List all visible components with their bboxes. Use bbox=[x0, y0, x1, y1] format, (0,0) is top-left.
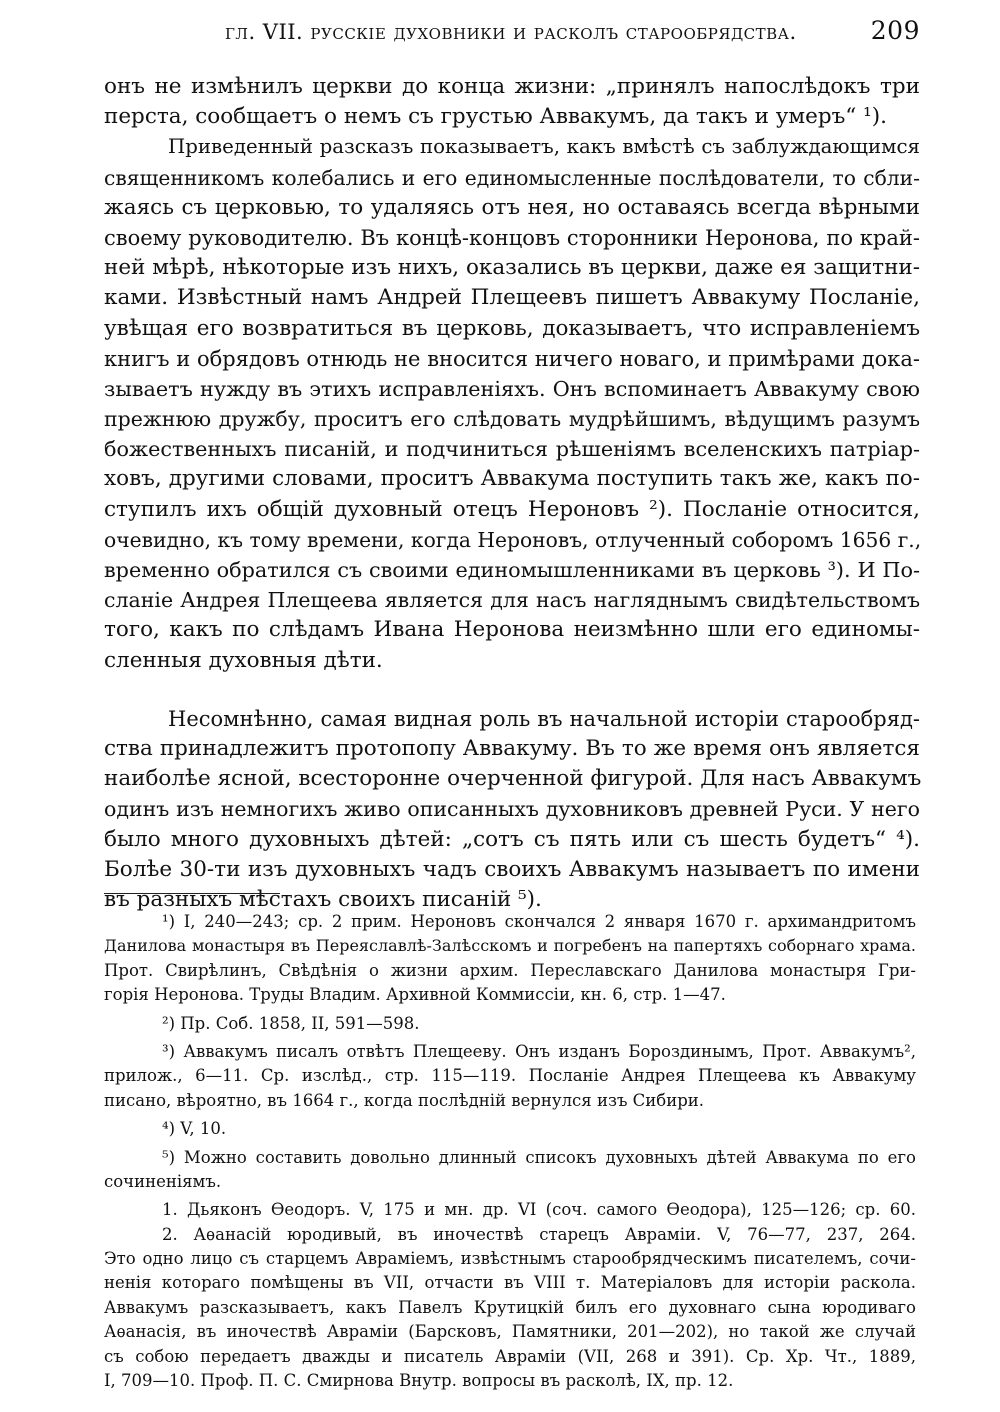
footnote-rule bbox=[104, 893, 280, 894]
text-line: ками. Извѣстный намъ Андрей Плещеевъ пишетъ Аввакуму Посланіе, bbox=[104, 285, 920, 311]
text-line: сленныя духовныя дѣти. bbox=[104, 647, 383, 673]
text-line: ства принадлежитъ протопопу Аввакуму. Въ то же время онъ является bbox=[104, 735, 920, 761]
text-line: перста, сообщаетъ о немъ съ грустью Аввакумъ, да такъ и умеръ“ ¹). bbox=[104, 104, 887, 130]
text-line: ховъ, другими словами, проситъ Аввакума поступить такъ же, какъ по- bbox=[104, 466, 920, 492]
text-line: ступилъ ихъ общій духовный отецъ Нероновъ ²). Посланіе относится, bbox=[104, 496, 920, 522]
text-line: очевидно, къ тому времени, когда Нероновъ, отлученный соборомъ 1656 г., bbox=[104, 527, 922, 552]
text-line: жаясь съ церковью, то удаляясь отъ нея, но оставаясь всегда вѣрными bbox=[104, 194, 920, 220]
footnote-line: сочиненіямъ. bbox=[104, 1171, 222, 1191]
footnotes bbox=[104, 910, 916, 1393]
text-line: книгъ и обрядовъ отнюдь не вносится ничего новаго, и примѣрами дока- bbox=[104, 346, 920, 371]
paragraph-gap bbox=[104, 676, 920, 704]
text-line: божественныхъ писаній, и подчиниться рѣшеніямъ вселенскихъ патріар- bbox=[104, 437, 920, 462]
main-text bbox=[104, 72, 920, 915]
footnote-line: 2. Аѳанасій юродивый, въ иночествѣ старецъ Авраміи. V, 76—77, 237, 264. bbox=[162, 1224, 916, 1244]
text-line: Болѣе 30-ти изъ духовныхъ чадъ своихъ Аввакумъ называетъ по имени bbox=[104, 856, 920, 882]
footnote-line: 1. Дьяконъ Ѳеодоръ. V, 175 и мн. др. VI (соч. самого Ѳеодора), 125—126; ср. 60. bbox=[162, 1200, 916, 1220]
footnote-line: ²) Пр. Соб. 1858, II, 591—598. bbox=[162, 1013, 420, 1033]
text-line: одинъ изъ немногихъ живо описанныхъ духовниковъ древней Руси. У него bbox=[104, 797, 920, 822]
text-line: того, какъ по слѣдамъ Ивана Неронова неизмѣнно шли его единомы- bbox=[104, 617, 920, 643]
text-line: онъ не измѣнилъ церкви до конца жизни: „принялъ напослѣдокъ три bbox=[104, 74, 920, 99]
footnote-line: Аѳанасія, въ иночествѣ Авраміи (Барсковъ, Памятники, 201—202), но такой же случай bbox=[104, 1322, 916, 1342]
text-line: въ разныхъ мѣстахъ своихъ писаній ⁵). bbox=[104, 886, 542, 912]
paragraph-1 bbox=[104, 72, 920, 676]
footnote-line: Данилова монастыря въ Переяславлѣ-Залѣсскомъ и погребенъ на папертяхъ соборнаго храма. bbox=[104, 936, 916, 956]
footnote-line: ⁵) Можно составить довольно длинный списокъ духовныхъ дѣтей Аввакума по его bbox=[162, 1147, 916, 1167]
text-line: наиболѣе ясной, всесторонне очерченной фигурой. Для насъ Аввакумъ bbox=[104, 766, 922, 792]
footnote-line: писано, вѣроятно, въ 1664 г., когда послѣдній вернулся изъ Сибири. bbox=[104, 1090, 705, 1110]
text-line: ней мѣрѣ, нѣкоторые изъ нихъ, оказались въ церкви, даже ея защитни- bbox=[104, 255, 920, 281]
footnote-line: съ собою передаетъ дважды и писатель Авраміи (VII, 268 и 391). Ср. Хр. Чт., 1889, bbox=[104, 1346, 916, 1366]
footnote-line: ⁴) V, 10. bbox=[162, 1119, 227, 1139]
text-line: увѣщая его возвратиться въ церковь, доказываетъ, что исправленіемъ bbox=[104, 315, 920, 341]
text-line: Приведенный разсказъ показываетъ, какъ вмѣстѣ съ заблуждающимся bbox=[168, 135, 920, 159]
paragraph-2 bbox=[104, 704, 920, 915]
text-line: своему руководителю. Въ концѣ-концовъ сторонники Неронова, по край- bbox=[104, 225, 920, 250]
footnote-line: Прот. Свирѣлинъ, Свѣдѣнія о жизни архим. Переславскаго Данилова монастыря Гри- bbox=[104, 960, 916, 980]
text-line: Несомнѣнно, самая видная роль въ начальной исторіи старообряд- bbox=[168, 706, 920, 731]
footnote-line: ¹) I, 240—243; ср. 2 прим. Нероновъ скончался 2 января 1670 г. архимандритомъ bbox=[162, 912, 916, 931]
footnote-line: ненія котораго помѣщены въ VII, отчасти въ VIII т. Матеріаловъ для исторіи раскола. bbox=[104, 1273, 916, 1293]
footnote-line: прилож., 6—11. Ср. изслѣд., стр. 115—119. Посланіе Андрея Плещеева къ Аввакуму bbox=[104, 1066, 916, 1086]
footnote-line: горія Неронова. Труды Владим. Архивной Коммиссіи, кн. 6, стр. 1—47. bbox=[104, 985, 726, 1005]
footnote-line: I, 709—10. Проф. П. С. Смирнова Внутр. вопросы въ расколѣ, IX, пр. 12. bbox=[104, 1371, 734, 1391]
text-line: было много духовныхъ дѣтей: „сотъ съ пять или съ шесть будетъ“ ⁴). bbox=[104, 826, 920, 852]
running-header bbox=[100, 14, 920, 54]
text-line: сланіе Андрея Плещеева является для насъ нагляднымъ свидѣтельствомъ bbox=[104, 588, 920, 613]
text-line: прежнюю дружбу, проситъ его слѣдовать мудрѣйшимъ, вѣдущимъ разумъ bbox=[104, 407, 920, 432]
page-number: 209 bbox=[870, 16, 920, 45]
footnote-line: Аввакумъ разсказываетъ, какъ Павелъ Крутицкій билъ его духовнаго сына юродиваго bbox=[104, 1297, 916, 1317]
running-title: гл. VII. русскіе духовники и расколъ старообрядства. bbox=[225, 20, 797, 44]
text-line: священникомъ колебались и его единомысленные послѣдователи, то сбли- bbox=[104, 165, 920, 190]
text-line: зываетъ нужду въ этихъ исправленіяхъ. Онъ вспоминаетъ Аввакуму свою bbox=[104, 376, 920, 401]
text-line: временно обратился съ своими единомышленниками въ церковь ³). И По- bbox=[104, 558, 920, 582]
footnote-line: Это одно лицо съ старцемъ Авраміемъ, извѣстнымъ старообрядческимъ писателемъ, сочи- bbox=[104, 1249, 916, 1269]
footnote-line: ³) Аввакумъ писалъ отвѣтъ Плещееву. Онъ изданъ Бороздинымъ, Прот. Аввакумъ², bbox=[162, 1041, 916, 1061]
